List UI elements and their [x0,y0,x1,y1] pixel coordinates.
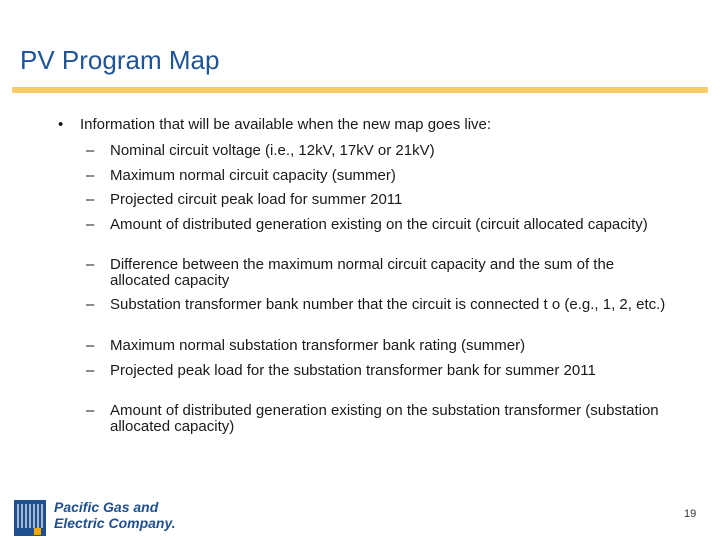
company-logo [12,494,176,540]
list-item-text: Substation transformer bank number that the circuit is connected t o (e.g., 1, 2, etc.) [110,296,666,313]
dash-marker: – [86,362,95,379]
list-item-text: Difference between the maximum normal circuit capacity and the sum of the allocated capacity [110,256,615,289]
dash-marker: – [86,337,95,354]
list-item-text: Projected circuit peak load for summer 2011 [110,191,403,208]
pge-logo-icon [12,498,48,538]
list-item-text: Nominal circuit voltage (i.e., 12kV, 17kV or 21kV) [110,142,435,159]
list-item-text: Projected peak load for the substation transformer bank for summer 2011 [110,362,596,379]
list-item-text: Amount of distributed generation existing on the substation transformer (substation allocated capacity) [110,402,659,435]
dash-marker: – [86,167,95,184]
list-item-text: Maximum normal substation transformer bank rating (summer) [110,337,526,354]
slide-title: PV Program Map [20,45,220,75]
intro-text: Information that will be available when the new map goes live: [80,116,492,133]
dash-marker: – [86,296,95,313]
dash-marker: – [86,216,95,233]
dash-marker: – [86,402,95,419]
dash-marker: – [86,142,95,159]
dash-marker: – [86,191,95,208]
page-number: 19 [684,508,697,520]
dash-marker: – [86,256,95,273]
bullet-marker: • [58,116,64,133]
list-item-text: Maximum normal circuit capacity (summer) [110,167,396,184]
list-item-text: Amount of distributed generation existing on the circuit (circuit allocated capacity) [110,216,648,233]
company-name: Pacific Gas and Electric Company. [54,499,176,531]
